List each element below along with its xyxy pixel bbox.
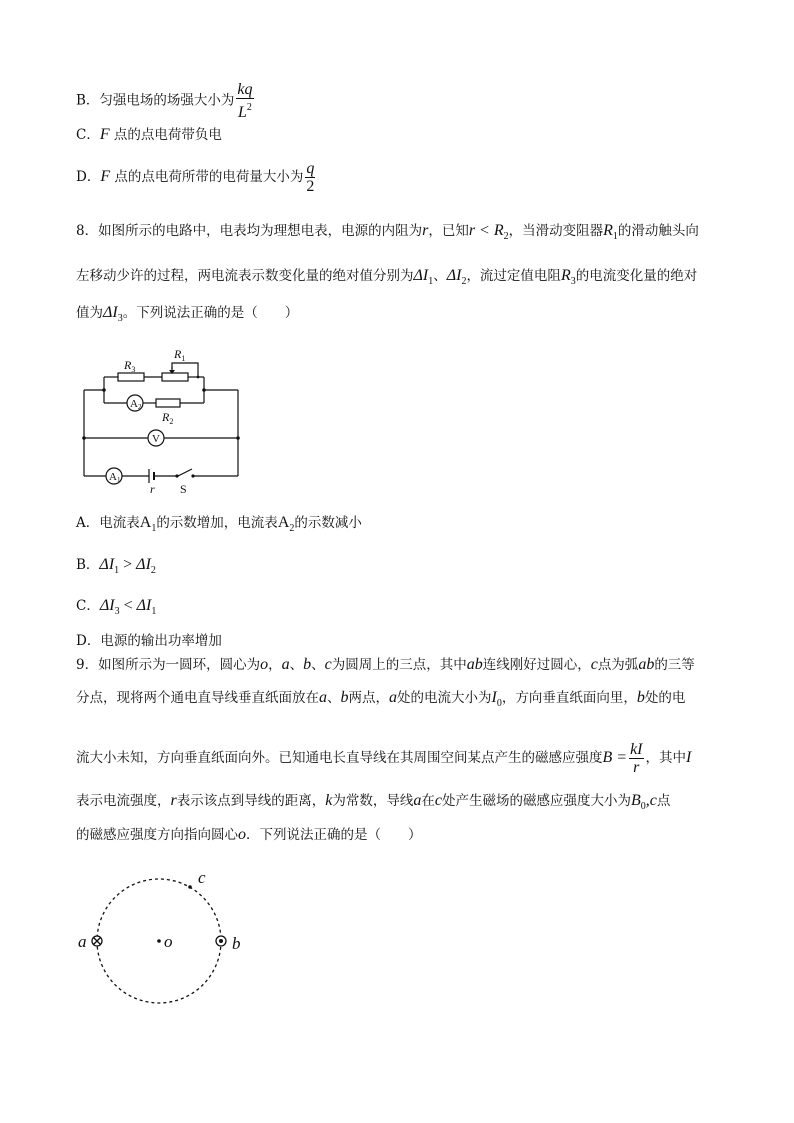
text: 处产生磁场的磁感应强度大小为 [441, 793, 631, 809]
switch-contact [191, 474, 194, 477]
text: B． [76, 557, 100, 573]
label-r1-sub: 1 [181, 354, 186, 363]
text: 为圆周上的三点，其中 [331, 657, 467, 673]
label-a1: A [109, 471, 117, 483]
subscript: 1 [114, 565, 120, 576]
svg-text:A1 [109, 471, 121, 484]
text: 点为弧 [597, 657, 639, 673]
q9-line-5 [76, 825, 422, 845]
circuit-diagram [76, 345, 256, 495]
label-a: a [78, 932, 87, 951]
text: ，当滑动变阻器 [508, 223, 604, 239]
svg-text:R2 [161, 410, 173, 426]
option-c-var: F [99, 126, 110, 143]
q8-line-1 [76, 221, 699, 247]
text: 的示数减小 [294, 515, 362, 531]
text: 分点，现将两个通电直导线垂直纸面放在 [76, 690, 319, 706]
delta-i3: ΔI [99, 597, 115, 614]
var-r1: R [603, 222, 613, 239]
label-r1: R [174, 347, 182, 361]
fraction-denominator: r [633, 759, 640, 776]
delta-i2: ΔI [446, 267, 462, 284]
option-c-text: 点的点电荷带负电 [109, 127, 222, 143]
q9-line-2 [76, 688, 685, 714]
junction-dot [197, 376, 200, 379]
label-r2-sub: 2 [169, 417, 174, 426]
delta-i1: ΔI [99, 556, 115, 573]
q8-line-2 [76, 266, 697, 292]
label-b: b [232, 934, 241, 953]
text: ，其中 [645, 750, 687, 766]
resistor-r3 [118, 373, 144, 381]
subscript: 3 [117, 313, 123, 324]
rheostat-slider-wire [172, 363, 198, 377]
subscript: 2 [503, 231, 509, 242]
junction-dot [82, 436, 86, 440]
svg-text:A2 [130, 398, 142, 411]
label-a2-sub: 2 [137, 403, 142, 411]
rheostat-r1 [162, 373, 188, 381]
junction-dot [202, 388, 206, 392]
text: 8．如图所示的电路中，电表均为理想电表，电源的内阻为 [76, 223, 423, 239]
label-r2: R [162, 410, 170, 424]
option-d-text: 点的点电荷所带的电荷量大小为 [110, 169, 304, 185]
resistor-r2 [156, 399, 180, 407]
svg-text:R1 [173, 347, 185, 363]
option-c-label: C． [76, 127, 100, 143]
center-dot [157, 939, 161, 943]
label-a1-sub: 1 [116, 476, 121, 484]
text: 为常数，导线 [332, 793, 414, 809]
q8-option-a [76, 513, 362, 539]
delta-i2: ΔI [136, 556, 151, 573]
text: 点 [656, 793, 671, 809]
q9-line-4 [76, 791, 670, 817]
text: , [645, 792, 650, 809]
label-r: r [150, 482, 155, 495]
junction-dot [236, 436, 240, 440]
fraction-q-over-2 [305, 160, 315, 195]
subscript: 0 [640, 801, 646, 812]
option-d [76, 160, 317, 195]
var: r [170, 792, 177, 809]
q9-line-1 [76, 655, 695, 675]
text: 、 [327, 690, 341, 706]
text: D．电源的输出功率增加 [76, 633, 222, 649]
text: 的磁感应强度方向指向圆心 [76, 827, 238, 843]
subscript: 3 [570, 276, 576, 287]
var: B [630, 792, 641, 809]
switch-s-blade [178, 469, 192, 476]
subscript: 1 [151, 606, 157, 617]
text: 的滑动触头向 [617, 223, 699, 239]
text: 表示电流强度， [76, 793, 171, 809]
text: ， [268, 657, 282, 673]
subscript: 0 [496, 698, 502, 709]
var: I [491, 689, 497, 706]
text: 的三等 [654, 657, 695, 673]
operator: < [119, 597, 137, 614]
fraction-denominator: 2 [306, 178, 315, 195]
option-d-label: D． [76, 169, 101, 185]
fraction-numerator: kI [630, 741, 643, 758]
point-c-dot [188, 885, 192, 889]
var-r: r [422, 222, 429, 239]
text: 在 [421, 793, 435, 809]
subscript: 2 [150, 565, 156, 576]
var: a [413, 792, 422, 809]
ammeter-a2-label: A [277, 514, 290, 531]
delta-i3: ΔI [103, 304, 118, 321]
wire-b-dot-center [219, 939, 223, 943]
fraction-kq-over-l2 [236, 81, 253, 121]
var: a [281, 656, 290, 673]
var: c [590, 656, 598, 673]
var: b [303, 656, 312, 673]
subscript: 1 [428, 276, 434, 287]
option-c [76, 125, 222, 145]
var: b [340, 689, 349, 706]
formula-b: B = [602, 749, 628, 766]
option-d-var: F [100, 168, 111, 185]
text: ，流过定值电阻 [466, 268, 561, 284]
subscript: 2 [461, 276, 467, 287]
label-c: c [198, 868, 206, 887]
svg-text:R3 [123, 358, 135, 374]
fraction-ki-over-r [629, 741, 643, 776]
text: 的电流变化量的绝对 [575, 268, 698, 284]
var: c [324, 656, 332, 673]
label-s: S [180, 482, 187, 495]
subscript: 1 [151, 523, 157, 534]
fraction-numerator: q [306, 160, 315, 177]
q8-option-b [76, 555, 156, 581]
text: C． [76, 598, 100, 614]
q8-line-3 [76, 303, 298, 329]
subscript: 3 [114, 606, 120, 617]
option-b [76, 81, 256, 121]
var: b [636, 689, 645, 706]
text: 表示该点到导线的距离， [176, 793, 326, 809]
var: k [325, 792, 333, 809]
subscript: 1 [612, 231, 618, 242]
text: 。下列说法正确的是（ ） [122, 305, 299, 321]
var-r3: R [560, 267, 571, 284]
var: c [434, 792, 442, 809]
text: 左移动少许的过程，两电流表示数变化量的绝对值分别为 [76, 268, 414, 284]
text: 流大小未知，方向垂直纸面向外。已知通电长直导线在其周围空间某点产生的磁感应强度 [76, 750, 603, 766]
q9-line-3 [76, 741, 691, 776]
text: 两点， [348, 690, 389, 706]
ring-diagram [74, 866, 244, 1006]
label-a2: A [130, 398, 138, 410]
label-r3-sub: 3 [131, 365, 136, 374]
delta-i1: ΔI [413, 267, 429, 284]
text: 、 [433, 268, 447, 284]
fraction-numerator: kq [237, 81, 253, 98]
q8-option-c [76, 596, 156, 622]
var: ab [466, 656, 483, 673]
text: 、 [311, 657, 325, 673]
var: a [319, 689, 327, 706]
text: 、 [289, 657, 304, 673]
var: ab [638, 656, 655, 673]
q8-option-d [76, 631, 222, 651]
text: ．下列说法正确的是（ ） [246, 827, 422, 843]
text: 的示数增加，电流表 [156, 515, 278, 531]
ammeter-a1-label: A [139, 514, 152, 531]
junction-dot [102, 388, 106, 392]
var: c [649, 792, 657, 809]
text: 连线刚好过圆心， [482, 657, 591, 673]
inequality: r < R [468, 222, 504, 239]
text: A．电流表 [76, 515, 140, 531]
var: o [238, 826, 246, 843]
label-o: o [164, 932, 173, 951]
option-b-text: B．匀强电场的场强大小为 [76, 92, 235, 109]
text: 9．如图所示为一圆环，圆心为 [76, 657, 261, 673]
operator: > [119, 556, 137, 573]
delta-i1: ΔI [136, 597, 152, 614]
text: ，已知 [428, 223, 469, 239]
fraction-denominator: L [238, 104, 247, 121]
label-v: V [152, 433, 160, 445]
switch-contact [175, 474, 178, 477]
text: ，方向垂直纸面向里， [501, 690, 637, 706]
var: I [686, 749, 692, 766]
var: a [389, 689, 397, 706]
text: 值为 [76, 305, 103, 321]
fraction-denominator-exponent: 2 [246, 102, 252, 113]
text: 处的电 [644, 690, 686, 706]
text: 处的电流大小为 [397, 690, 492, 706]
var: o [260, 656, 269, 673]
label-r3: R [124, 358, 132, 372]
subscript: 2 [289, 523, 295, 534]
